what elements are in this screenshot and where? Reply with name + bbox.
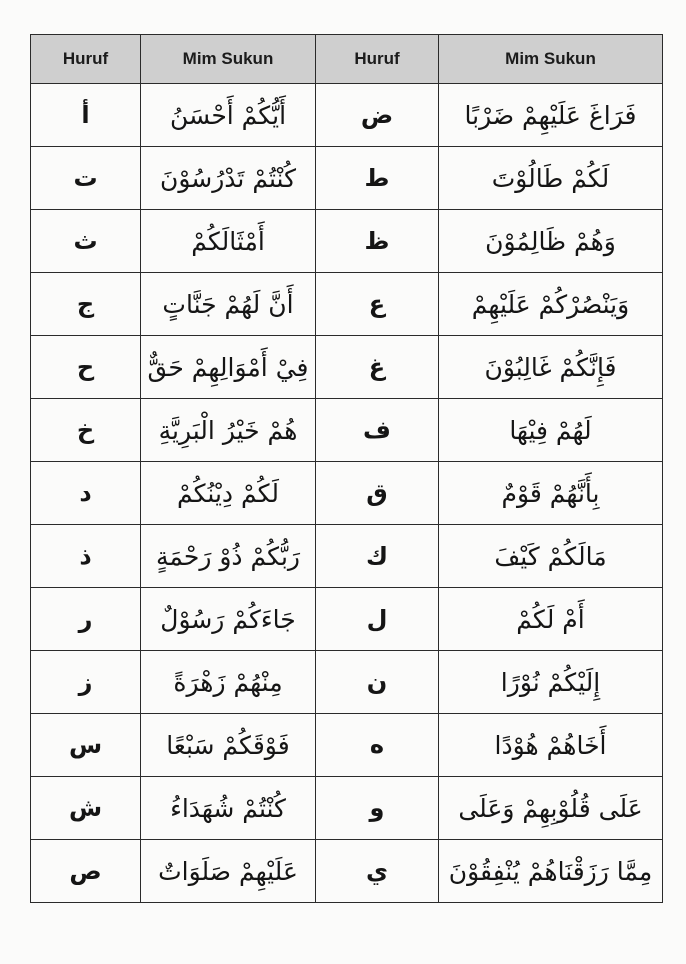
table-row bbox=[31, 714, 663, 777]
header-huruf-right: Huruf bbox=[316, 35, 439, 84]
header-mim-sukun-left: Mim Sukun bbox=[141, 35, 316, 84]
huruf-right-cell: ق bbox=[316, 462, 439, 525]
huruf-left-cell: خ bbox=[31, 399, 141, 462]
huruf-right-cell: ف bbox=[316, 399, 439, 462]
huruf-left-cell: س bbox=[31, 714, 141, 777]
mim-sukun-right-cell: عَلَى قُلُوْبِهِمْ وَعَلَى bbox=[439, 777, 663, 840]
table-row bbox=[31, 336, 663, 399]
mim-sukun-left-cell: هُمْ خَيْرُ الْبَرِيَّةِ bbox=[141, 399, 316, 462]
table-row bbox=[31, 210, 663, 273]
mim-sukun-right-cell: لَهُمْ فِيْهَا bbox=[439, 399, 663, 462]
mim-sukun-left-cell: فَوْقَكُمْ سَبْعًا bbox=[141, 714, 316, 777]
mim-sukun-right-cell: لَكُمْ طَالُوْتَ bbox=[439, 147, 663, 210]
mim-sukun-left-cell: عَلَيْهِمْ صَلَوَاتٌ bbox=[141, 840, 316, 903]
huruf-right-cell: ه bbox=[316, 714, 439, 777]
mim-sukun-left-cell: أَيُّكُمْ أَحْسَنُ bbox=[141, 84, 316, 147]
mim-sukun-left-cell: مِنْهُمْ زَهْرَةً bbox=[141, 651, 316, 714]
mim-sukun-left-cell: رَبُّكُمْ ذُوْ رَحْمَةٍ bbox=[141, 525, 316, 588]
mim-sukun-right-cell: وَهُمْ ظَالِمُوْنَ bbox=[439, 210, 663, 273]
table-row bbox=[31, 399, 663, 462]
table-row bbox=[31, 588, 663, 651]
huruf-left-cell: ز bbox=[31, 651, 141, 714]
mim-sukun-table bbox=[30, 34, 663, 903]
table-body bbox=[31, 84, 663, 903]
huruf-left-cell: ت bbox=[31, 147, 141, 210]
huruf-right-cell: ظ bbox=[316, 210, 439, 273]
huruf-left-cell: ح bbox=[31, 336, 141, 399]
table-row bbox=[31, 273, 663, 336]
mim-sukun-left-cell: كُنْتُمْ تَدْرُسُوْنَ bbox=[141, 147, 316, 210]
mim-sukun-right-cell: فَإِنَّكُمْ غَالِبُوْنَ bbox=[439, 336, 663, 399]
table-row bbox=[31, 462, 663, 525]
huruf-right-cell: ن bbox=[316, 651, 439, 714]
huruf-right-cell: ض bbox=[316, 84, 439, 147]
huruf-left-cell: ش bbox=[31, 777, 141, 840]
mim-sukun-left-cell: جَاءَكُمْ رَسُوْلٌ bbox=[141, 588, 316, 651]
table-header bbox=[31, 35, 663, 84]
header-row bbox=[31, 35, 663, 84]
mim-sukun-right-cell: فَرَاغَ عَلَيْهِمْ ضَرْبًا bbox=[439, 84, 663, 147]
mim-sukun-left-cell: أَمْثَالَكُمْ bbox=[141, 210, 316, 273]
huruf-right-cell: ل bbox=[316, 588, 439, 651]
table-row bbox=[31, 147, 663, 210]
mim-sukun-right-cell: مِمَّا رَزَقْنَاهُمْ يُنْفِقُوْنَ bbox=[439, 840, 663, 903]
mim-sukun-left-cell: أَنَّ لَهُمْ جَنَّاتٍ bbox=[141, 273, 316, 336]
table-row bbox=[31, 84, 663, 147]
table-row bbox=[31, 525, 663, 588]
mim-sukun-left-cell: لَكُمْ دِيْنُكُمْ bbox=[141, 462, 316, 525]
mim-sukun-right-cell: أَمْ لَكُمْ bbox=[439, 588, 663, 651]
huruf-right-cell: ع bbox=[316, 273, 439, 336]
mim-sukun-left-cell: فِيْ أَمْوَالِهِمْ حَقٌّ bbox=[141, 336, 316, 399]
header-huruf-left: Huruf bbox=[31, 35, 141, 84]
huruf-left-cell: ث bbox=[31, 210, 141, 273]
huruf-left-cell: ذ bbox=[31, 525, 141, 588]
table-row bbox=[31, 777, 663, 840]
huruf-right-cell: و bbox=[316, 777, 439, 840]
huruf-right-cell: ي bbox=[316, 840, 439, 903]
mim-sukun-right-cell: إِلَيْكُمْ نُوْرًا bbox=[439, 651, 663, 714]
huruf-left-cell: أ bbox=[31, 84, 141, 147]
huruf-right-cell: ط bbox=[316, 147, 439, 210]
huruf-left-cell: د bbox=[31, 462, 141, 525]
huruf-right-cell: ك bbox=[316, 525, 439, 588]
mim-sukun-right-cell: أَخَاهُمْ هُوْدًا bbox=[439, 714, 663, 777]
mim-sukun-left-cell: كُنْتُمْ شُهَدَاءُ bbox=[141, 777, 316, 840]
table-row bbox=[31, 651, 663, 714]
huruf-left-cell: ص bbox=[31, 840, 141, 903]
huruf-left-cell: ج bbox=[31, 273, 141, 336]
mim-sukun-right-cell: وَيَنْصُرْكُمْ عَلَيْهِمْ bbox=[439, 273, 663, 336]
table-row bbox=[31, 840, 663, 903]
header-mim-sukun-right: Mim Sukun bbox=[439, 35, 663, 84]
mim-sukun-right-cell: بِأَنَّهُمْ قَوْمٌ bbox=[439, 462, 663, 525]
huruf-right-cell: غ bbox=[316, 336, 439, 399]
mim-sukun-right-cell: مَالَكُمْ كَيْفَ bbox=[439, 525, 663, 588]
huruf-left-cell: ر bbox=[31, 588, 141, 651]
